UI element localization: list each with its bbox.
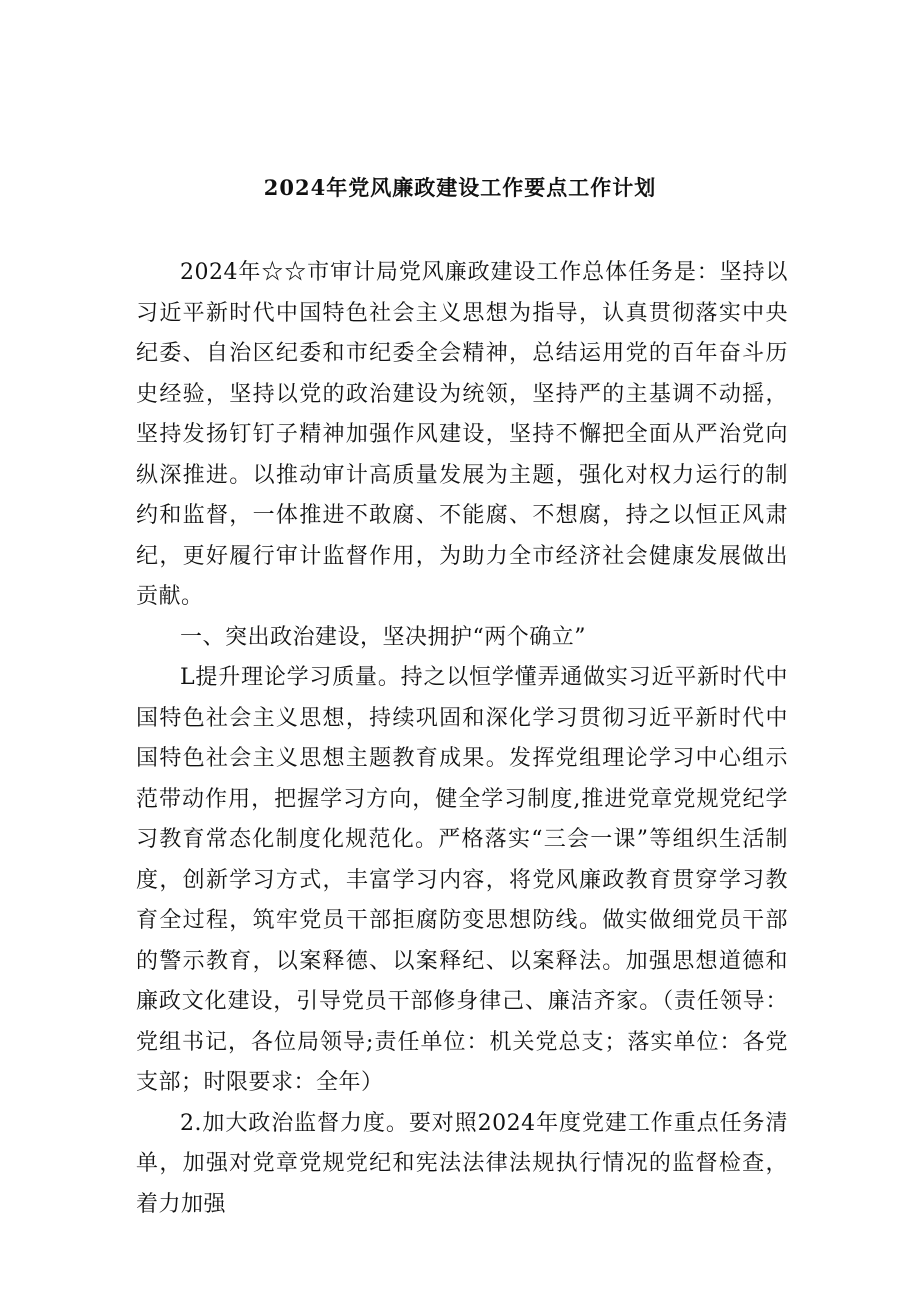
section-heading: 一、突出政治建设，坚决拥护“两个确立” [180, 624, 586, 650]
document-title: 2024年党风廉政建设工作要点工作计划 [263, 175, 657, 200]
intro-paragraph: 2024年☆☆市审计局党风廉政建设工作总体任务是：坚持以习近平新时代中国特色社会主义思想为指导，认真贯彻落实中央纪委、自治区纪委和市纪委全会精神，总结运用党的百年奋斗历史经验，坚持以党的政治建设为统领，坚持严的主基调不动摇，坚持发扬钉钉子精神加强作风建设，坚持不懈把全面从严治党向纵深推进。以推动审计高质量发展为主题，强化对权力运行的制约和监督，一体推进不敢腐、不能腐、不想腐，持之以恒正风肃纪，更好履行审计监督作用，为助力全市经济社会健康发展做出贡献。 [136, 260, 788, 609]
item-paragraph-1: L提升理论学习质量。持之以恒学懂弄通做实习近平新时代中国特色社会主义思想，持续巩固和深化学习贯彻习近平新时代中国特色社会主义思想主题教育成果。发挥党组理论学习中心组示范带动作用，把握学习方向，健全学习制度,推进党章党规党纪学习教育常态化制度化规范化。严格落实“三会一课”等组织生活制度，创新学习方式，丰富学习内容，将党风廉政教育贯穿学习教育全过程，筑牢党员干部拒腐防变思想防线。做实做细党员干部的警示教育，以案释德、以案释纪、以案释法。加强思想道德和廉政文化建设，引导党员干部修身律己、廉洁齐家。（责任领导：党组书记，各位局领导;责任单位：机关党总支；落实单位：各党支部；时限要求：全年） [136, 665, 788, 1095]
document-body [136, 253, 788, 1225]
item-paragraph-2: 2.加大政治监督力度。要对照2024年度党建工作重点任务清单，加强对党章党规党纪和宪法法律法规执行情况的监督检查，着力加强 [136, 1110, 788, 1217]
